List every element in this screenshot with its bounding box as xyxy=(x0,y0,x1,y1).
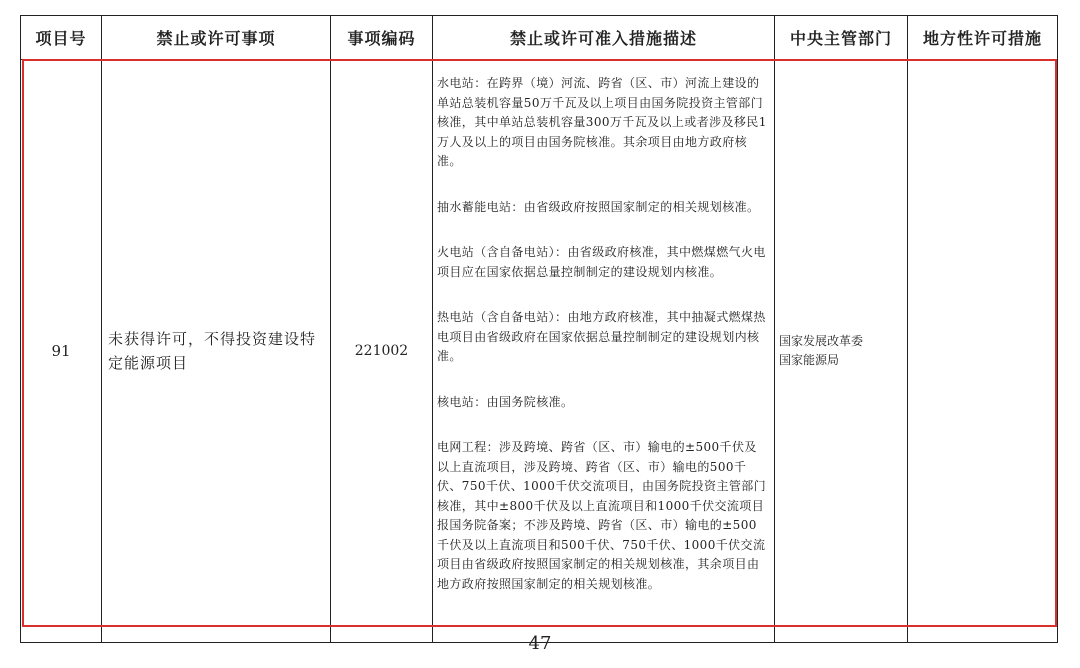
cell-central-department xyxy=(775,60,908,643)
header-item-code: 事项编码 xyxy=(331,16,433,60)
desc-pumped-storage: 抽水蓄能电站：由省级政府按照国家制定的相关规划核准。 xyxy=(437,199,760,214)
desc-nuclear: 核电站：由国务院核准。 xyxy=(437,394,574,409)
department-ndrc: 国家发展改革委 xyxy=(779,334,864,348)
header-measure-description: 禁止或许可准入措施描述 xyxy=(433,16,775,60)
cell-measure-description xyxy=(433,60,775,643)
desc-grid: 电网工程：涉及跨境、跨省（区、市）输电的±500千伏及以上直流项目，涉及跨境、跨省（区、市）输电的500千伏、750千伏、1000千伏交流项目，由国务院投资主管部门核准，其中±800千伏及以上直流项目和1000千伏交流项目报国务院备案；不涉及跨境、跨省（区、市）输电的±500千伏及以上直流项目和500千伏、750千伏、1000千伏交流项目由省级政府按照国家制定的相关规划核准，其余项目由地方政府按照国家制定的相关规划核准。 xyxy=(437,440,767,591)
cell-item-code: 221002 xyxy=(331,60,433,643)
department-nea: 国家能源局 xyxy=(779,353,840,367)
page-number: 47 xyxy=(528,633,552,654)
desc-hydropower: 水电站：在跨界（境）河流、跨省（区、市）河流上建设的单站总装机容量50万千瓦及以上项目由国务院投资主管部门核准，其中单站总装机容量300万千瓦及以上或者涉及移民1万人及以上的项目由国务院核准。其余项目由地方政府核准。 xyxy=(437,76,767,168)
header-local-measures: 地方性许可措施 xyxy=(908,16,1058,60)
cell-local-measures xyxy=(908,60,1058,643)
header-item-name: 禁止或许可事项 xyxy=(102,16,331,60)
table-row xyxy=(21,60,1058,643)
cell-item-number: 91 xyxy=(21,60,102,643)
desc-thermal-power: 火电站（含自备电站）：由省级政府核准，其中燃煤燃气火电项目应在国家依据总量控制制定的建设规划内核准。 xyxy=(437,245,766,279)
header-central-department: 中央主管部门 xyxy=(775,16,908,60)
header-item-number: 项目号 xyxy=(21,16,102,60)
desc-cogeneration: 热电站（含自备电站）：由地方政府核准，其中抽凝式燃煤热电项目由省级政府在国家依据总量控制制定的建设规划内核准。 xyxy=(437,310,766,363)
regulation-table xyxy=(20,15,1058,643)
header-row xyxy=(21,16,1058,60)
cell-item-name: 未获得许可，不得投资建设特定能源项目 xyxy=(102,60,331,643)
